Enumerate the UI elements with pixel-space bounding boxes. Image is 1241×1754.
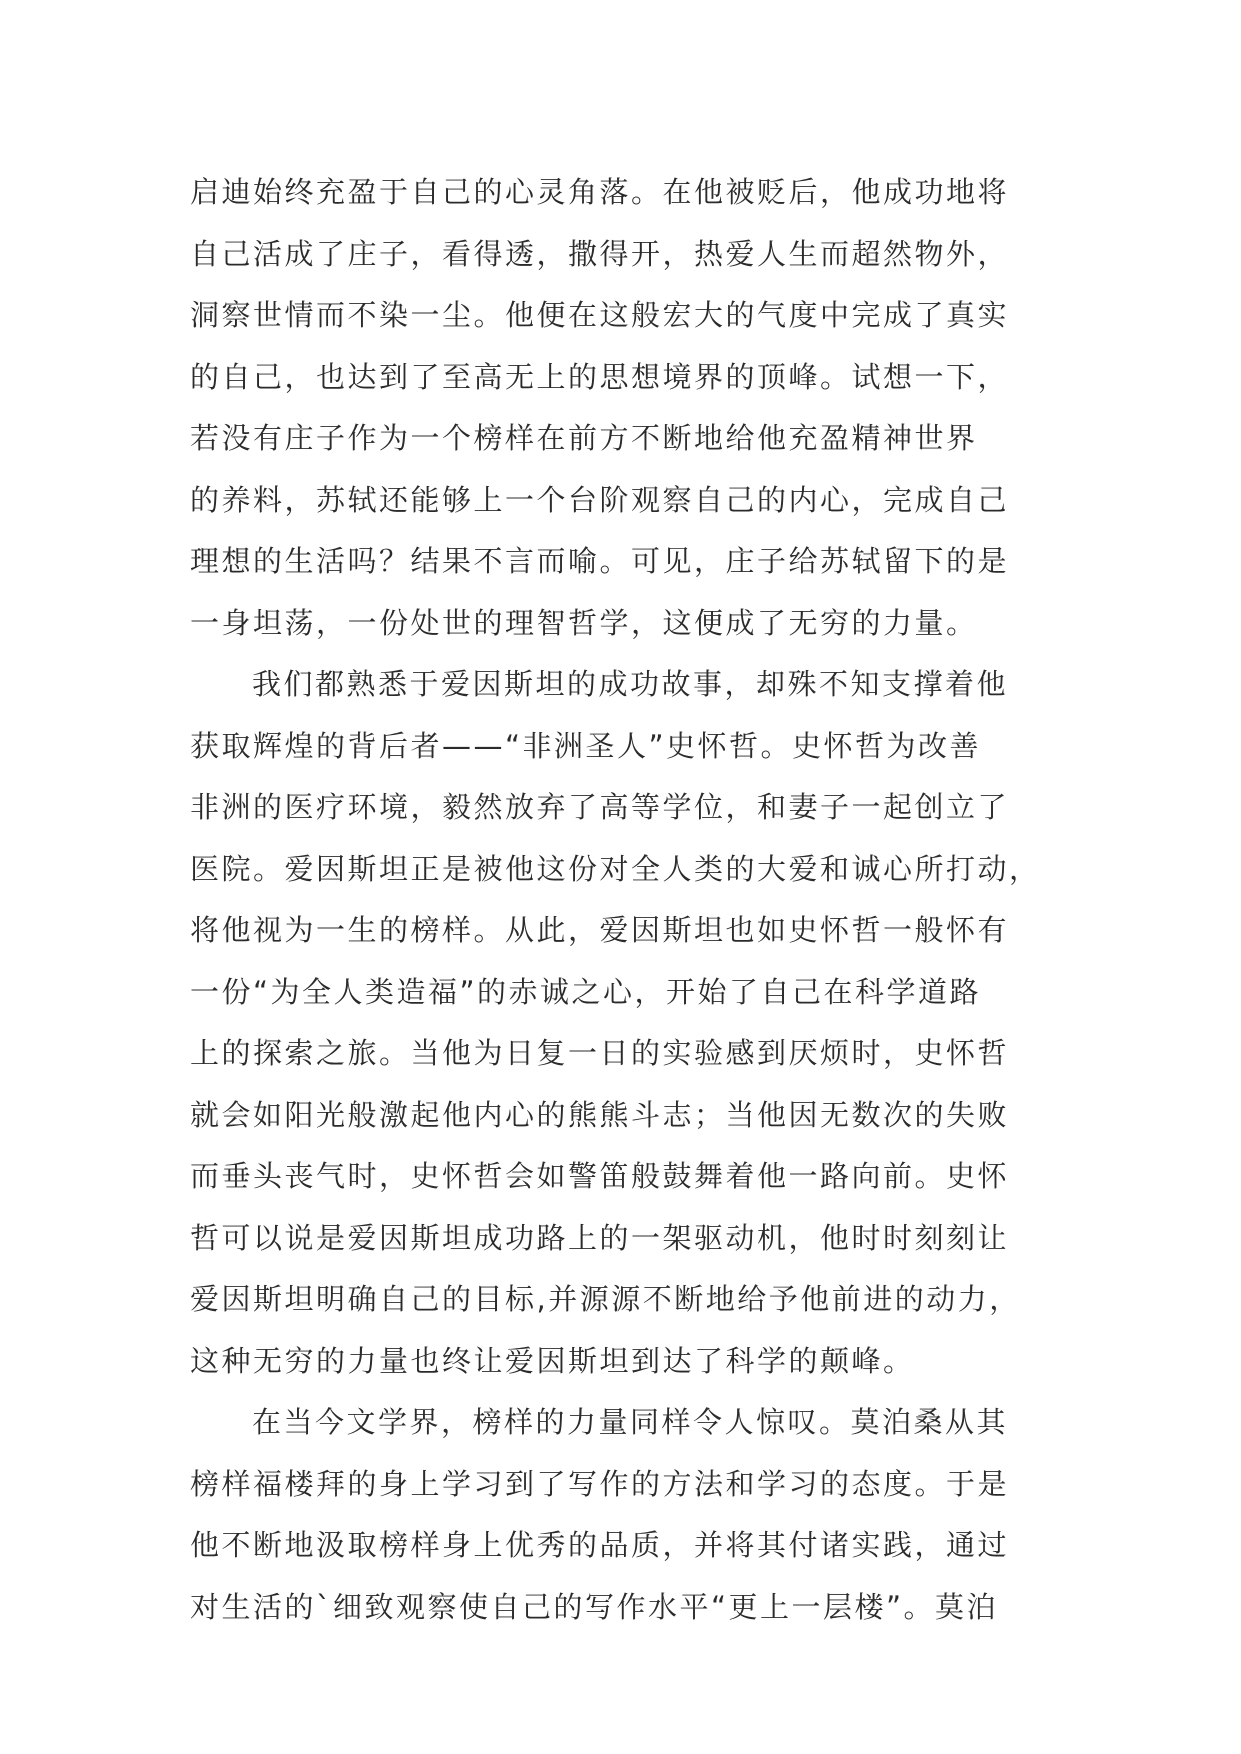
text-line: 非洲的医疗环境，毅然放弃了高等学位，和妻子一起创立了 [190,790,1010,824]
text-line: 理想的生活吗？结果不言而喻。可见，庄子给苏轼留下的是 [190,544,1010,578]
text-line: 就会如阳光般激起他内心的熊熊斗志；当他因无数次的失败 [190,1097,1010,1132]
text-line: 对生活的`细致观察使自己的写作水平“更上一层楼”。莫泊 [190,1589,999,1624]
text-line: 而垂头丧气时，史怀哲会如警笛般鼓舞着他一路向前。史怀 [190,1159,1010,1193]
text-line: 获取辉煌的背后者——“非洲圣人”史怀哲。史怀哲为改善 [190,728,982,763]
text-line: 哲可以说是爱因斯坦成功路上的一架驱动机，他时时刻刻让 [190,1220,1010,1255]
text-line: 医院。爱因斯坦正是被他这份对全人类的大爱和诚心所打动， [190,851,1041,886]
body-text [190,162,1052,1638]
text-line: 一身坦荡，一份处世的理智哲学，这便成了无穷的力量。 [190,605,978,640]
text-line: 上的探索之旅。当他为日复一日的实验感到厌烦时，史怀哲 [190,1036,1010,1070]
text-line: 启迪始终充盈于自己的心灵角落。在他被贬后，他成功地将 [190,175,1010,209]
text-line: 一份“为全人类造福”的赤诚之心，开始了自己在科学道路 [190,974,982,1009]
text-line: 洞察世情而不染一尘。他便在这般宏大的气度中完成了真实 [190,298,1010,332]
text-line: 他不断地汲取榜样身上优秀的品质，并将其付诸实践，通过 [190,1528,1010,1562]
text-line: 的自己，也达到了至高无上的思想境界的顶峰。试想一下， [190,359,1010,394]
text-line: 榜样福楼拜的身上学习到了写作的方法和学习的态度。于是 [190,1466,1010,1501]
text-line: 若没有庄子作为一个榜样在前方不断地给他充盈精神世界 [190,421,978,455]
paragraph-first-line: 我们都熟悉于爱因斯坦的成功故事，却殊不知支撑着他 [252,667,1009,701]
text-line: 爱因斯坦明确自己的目标,并源源不断地给予他前进的动力， [190,1282,1021,1316]
text-line: 自己活成了庄子，看得透，撒得开，热爱人生而超然物外， [190,236,1010,271]
text-line: 将他视为一生的榜样。从此，爱因斯坦也如史怀哲一般怀有 [190,913,1010,947]
text-line: 的养料，苏轼还能够上一个台阶观察自己的内心，完成自己 [190,482,1010,517]
paragraph-first-line: 在当今文学界，榜样的力量同样令人惊叹。莫泊桑从其 [252,1405,1009,1439]
text-line: 这种无穷的力量也终让爱因斯坦到达了科学的颠峰。 [190,1343,915,1378]
